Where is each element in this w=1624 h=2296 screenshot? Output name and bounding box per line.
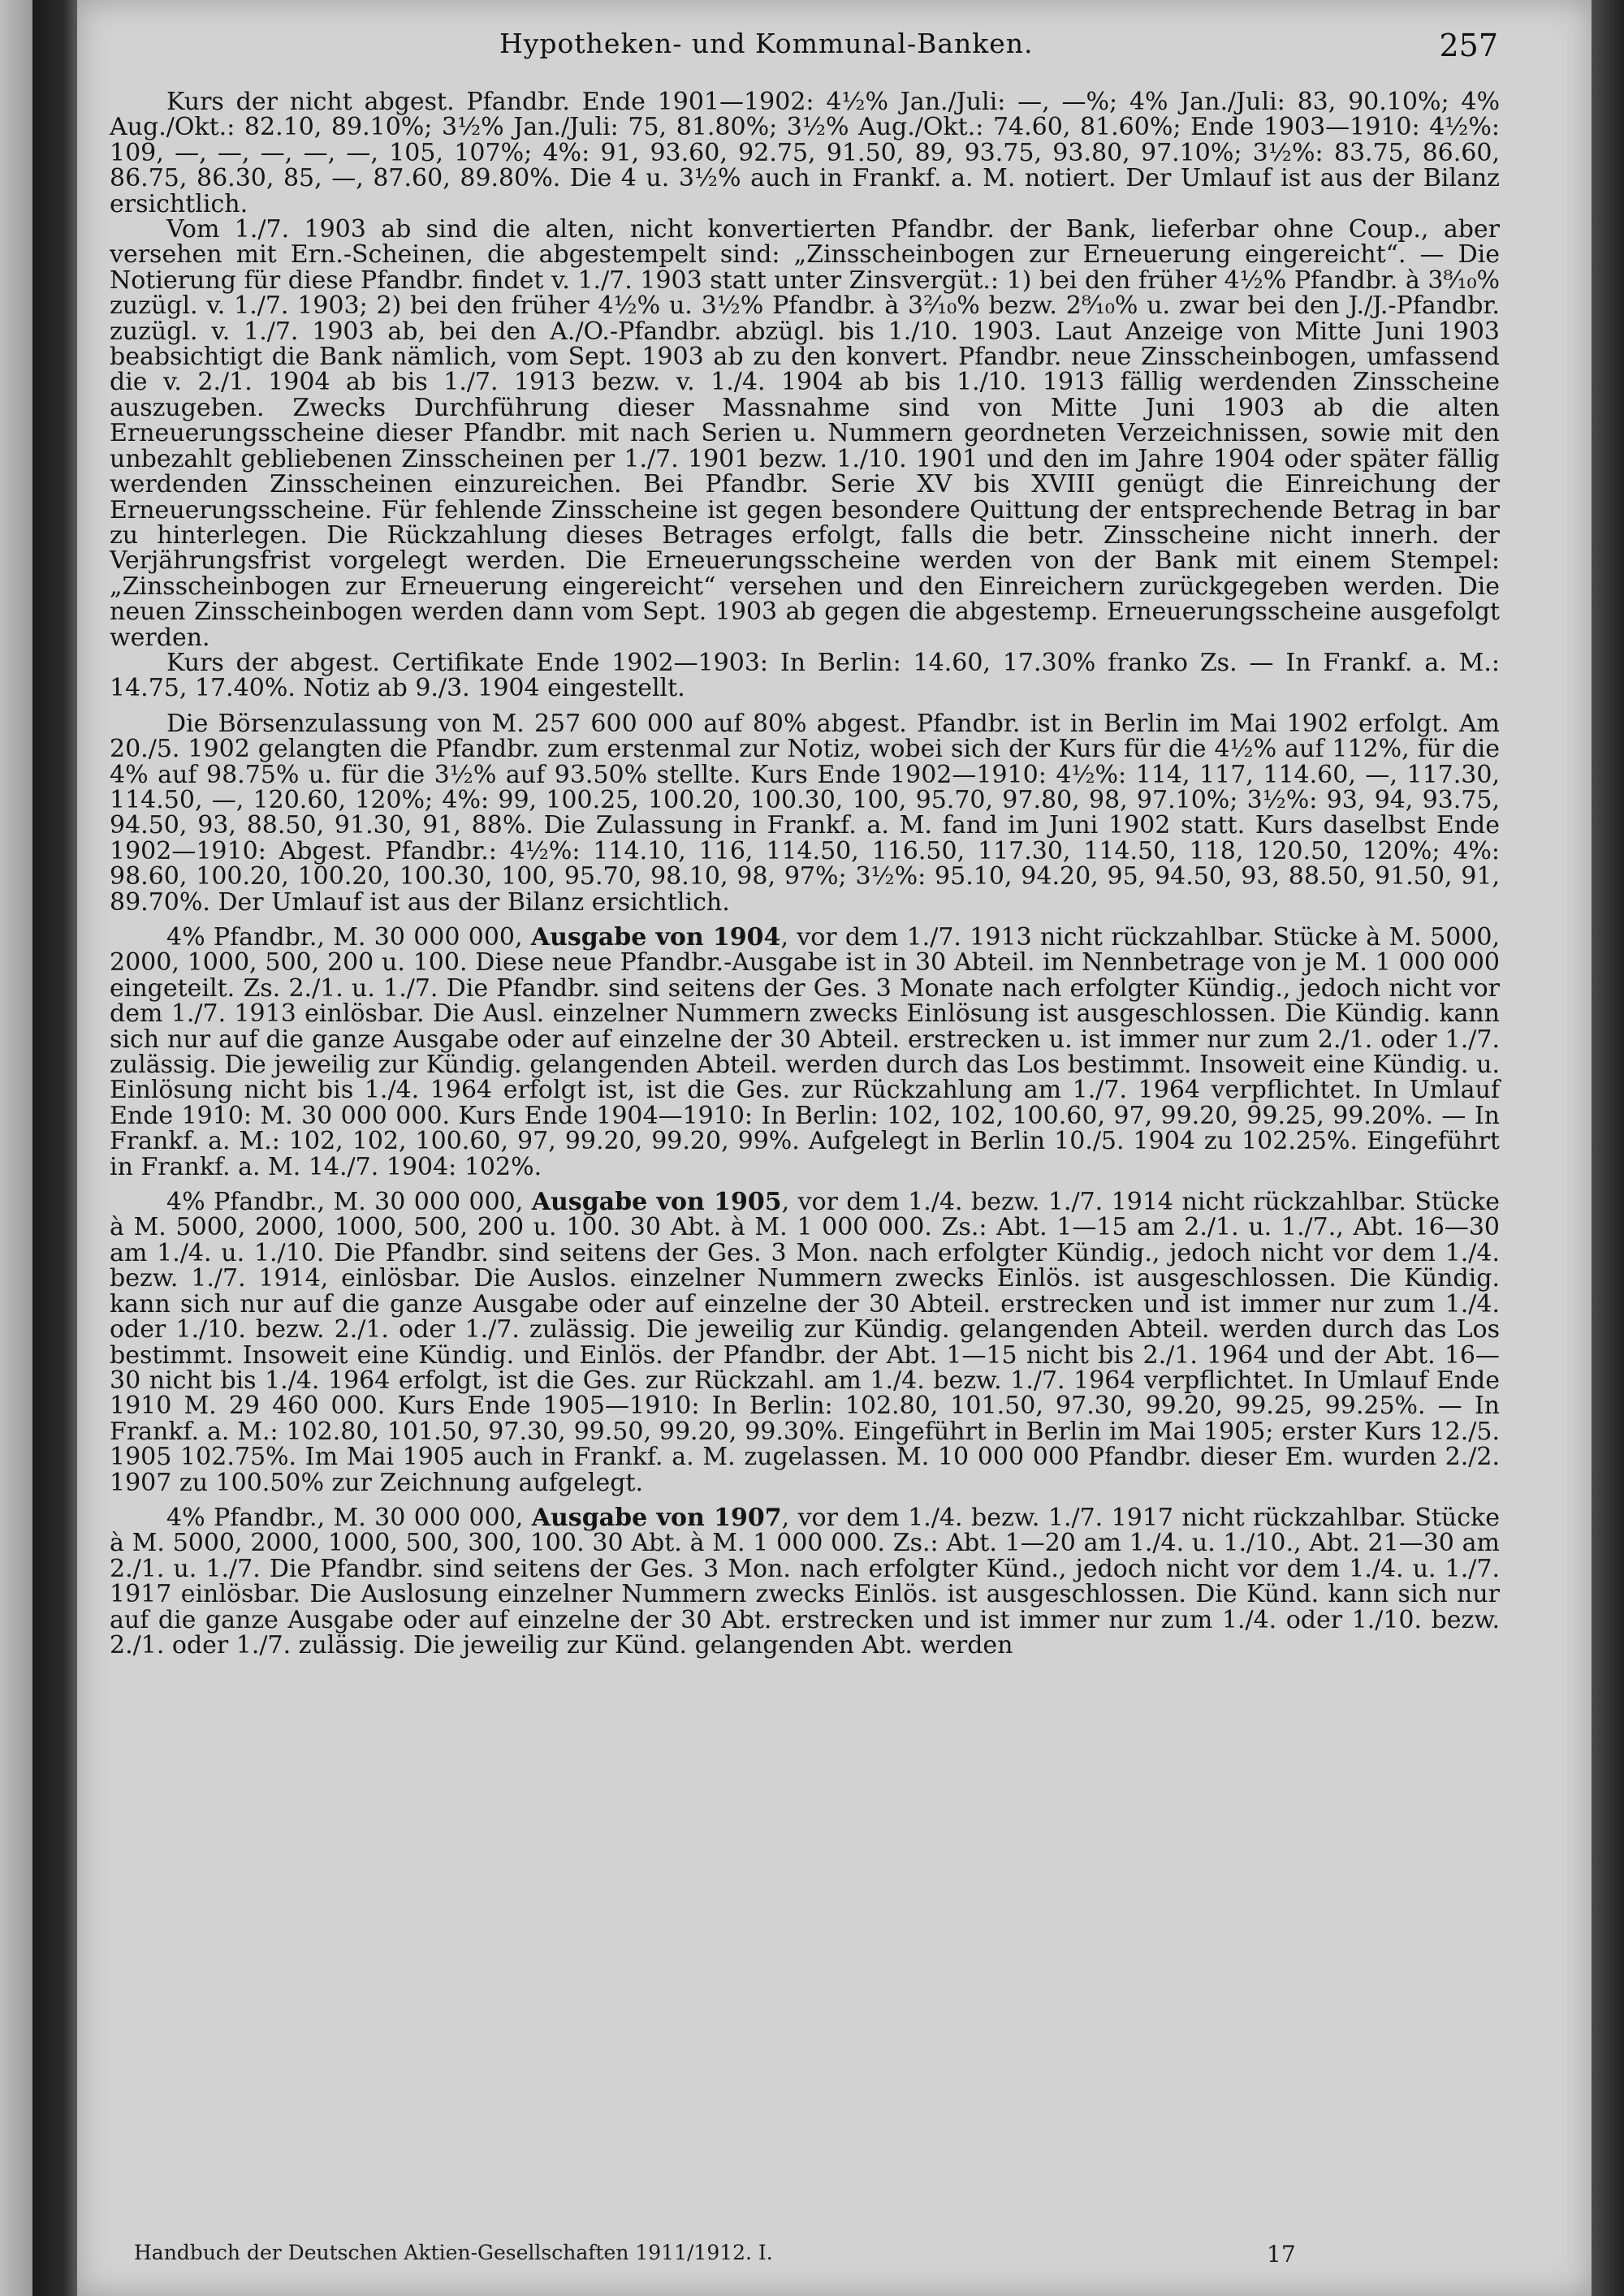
page-body — [110, 89, 1500, 1658]
paragraph-ausgabe-1907 — [110, 1505, 1500, 1658]
paragraph-boersenzulassung: Die Börsenzulassung von M. 257 600 000 auf 80% abgest. Pfandbr. ist in Berlin im Mai 1902 erfolgt. Am 20./5. 1902 gelangten die Pfandbr. zum erstenmal zur Notiz, wobei sich der Kurs für die 4½% auf 112%, für die 4% auf 98.75% u. für die 3½% auf 93.50% stellte. Kurs Ende 1902—1910: 4½%: 114, 117, 114.60, —, 117.30, 114.50, —, 120.60, 120%; 4%: 99, 100.25, 100.20, 100.30, 100, 95.70, 97.80, 98, 97.10%; 3½%: 93, 94, 93.75, 94.50, 93, 88.50, 91.30, 91, 88%. Die Zulassung in Frankf. a. M. fand im Juni 1902 statt. Kurs daselbst Ende 1902—1910: Abgest. Pfandbr.: 4½%: 114.10, 116, 114.50, 116.50, 117.30, 114.50, 118, 120.50, 120%; 4%: 98.60, 100.20, 100.20, 100.30, 100, 95.70, 98.10, 98, 97%; 3½%: 95.10, 94.20, 95, 94.50, 93, 88.50, 91.50, 91, 89.70%. Der Umlauf ist aus der Bilanz ersichtlich. — [110, 709, 1500, 917]
issue-text: , vor dem 1./7. 1913 nicht rückzahlbar. Stücke à M. 5000, 2000, 1000, 500, 200 u. 100. Diese neue Pfandbr.-Ausgabe ist in 30 Abteil. im Nennbetrage von je M. 1 000 000 eingeteilt. Zs. 2./1. u. 1./7. Die Pfandbr. sind seitens der Ges. 3 Monate nach erfolgter Kündig., jedoch nicht vor dem 1./7. 1913 einlösbar. Die Ausl. einzelner Nummern zwecks Einlösung ist ausgeschlossen. Die Kündig. kann sich nur auf die ganze Ausgabe oder auf einzelne der 30 Abteil. erstrecken u. ist immer nur zum 2./1. oder 1./7. zulässig. Die jeweilig zur Kündig. gelangenden Abteil. werden durch das Los bestimmt. Insoweit eine Kündig. u. Einlösung nicht bis 1./4. 1964 erfolgt ist, ist die Ges. zur Rückzahlung am 1./7. 1964 verpflichtet. In Umlauf Ende 1910: M. 30 000 000. Kurs Ende 1904—1910: In Berlin: 102, 102, 100.60, 97, 99.20, 99.25, 99.20%. — In Frankf. a. M.: 102, 102, 100.60, 97, 99.20, 99.20, 99%. Aufgelegt in Berlin 10./5. 1904 zu 102.25%. Eingeführt in Frankf. a. M. 14./7. 1904: 102%. — [110, 923, 1501, 1181]
scan-right-edge — [1592, 0, 1624, 2296]
issue-heading-1904: Ausgabe von 1904 — [530, 923, 781, 952]
issue-text: , vor dem 1./4. bezw. 1./7. 1917 nicht rückzahlbar. Stücke à M. 5000, 2000, 1000, 500, 300, 100. 30 Abt. à M. 1 000 000. Zs.: Abt. 1—20 am 1./4. u. 1./10., Abt. 21—30 am 2./1. u. 1./7. Die Pfandbr. sind seitens der Ges. 3 Mon. nach erfolgter Künd., jedoch nicht vor dem 1./4. u. 1./7. 1917 einlösbar. Die Auslosung einzelner Nummern zwecks Einlös. ist ausgeschlossen. Die Künd. kann sich nur auf die ganze Ausgabe oder auf einzelne der 30 Abt. erstrecken und ist immer nur zum 1./4. oder 1./10. bezw. 2./1. oder 1./7. zulässig. Die jeweilig zur Künd. gelangenden Abt. werden — [110, 1503, 1500, 1659]
page-number: 257 — [1439, 28, 1498, 63]
book-page — [77, 0, 1592, 2296]
page-header — [77, 28, 1592, 68]
paragraph-certifikate: Kurs der abgest. Certifikate Ende 1902—1903: In Berlin: 14.60, 17.30% franko Zs. — In Frankf. a. M.: 14.75, 17.40%. Notiz ab 9./3. 1904 eingestellt. — [110, 648, 1500, 703]
paragraph-konvertierte-pfandbriefe: Vom 1./7. 1903 ab sind die alten, nicht konvertierten Pfandbr. der Bank, lieferbar ohne Coup., aber versehen mit Ern.-Scheinen, die abgestempelt sind: „Zinsscheinbogen zur Erneuerung eingereicht“. — Die Notierung für diese Pfandbr. findet v. 1./7. 1903 statt unter Zinsvergüt.: 1) bei den früher 4½% Pfandbr. à 3⁸⁄₁₀% zuzügl. v. 1./7. 1903; 2) bei den früher 4½% u. 3½% Pfandbr. à 3²⁄₁₀% bezw. 2⁸⁄₁₀% u. zwar bei den J./J.-Pfandbr. zuzügl. v. 1./7. 1903 ab, bei den A./O.-Pfandbr. abzügl. bis 1./10. 1903. Laut Anzeige von Mitte Juni 1903 beabsichtigt die Bank nämlich, vom Sept. 1903 ab zu den konvert. Pfandbr. neue Zinsscheinbogen, umfassend die v. 2./1. 1904 ab bis 1./7. 1913 bezw. v. 1./4. 1904 ab bis 1./10. 1913 fällig werdenden Zinsscheine auszugeben. Zwecks Durchführung dieser Massnahme sind von Mitte Juni 1903 ab die alten Erneuerungsscheine dieser Pfandbr. mit nach Serien u. Nummern geordneten Verzeichnissen, sowie mit den unbezahlt gebliebenen Zinsscheinen per 1./7. 1901 bezw. 1./10. 1901 und den im Jahre 1904 oder später fällig werdenden Zinsscheinen einzureichen. Bei Pfandbr. Serie XV bis XVIII genügt die Einreichung der Erneuerungsscheine. Für fehlende Zinsscheine ist gegen besondere Quittung der entsprechende Betrag in bar zu hinterlegen. Die Rückzahlung dieses Betrages erfolgt, falls die betr. Zinsscheine nicht innerh. der Verjährungsfrist vorgelegt werden. Die Erneuerungsscheine werden von der Bank mit einem Stempel: „Zinsscheinbogen zur Erneuerung eingereicht“ versehen und den Einreichern zurückgegeben werden. Die neuen Zinsscheinbogen werden dann vom Sept. 1903 ab gegen die abgestemp. Erneuerungsscheine ausgefolgt werden. — [110, 215, 1500, 652]
issue-lead: 4% Pfandbr., M. 30 000 000, — [166, 1188, 532, 1217]
paragraph-ausgabe-1905 — [110, 1189, 1500, 1495]
issue-heading-1905: Ausgabe von 1905 — [531, 1188, 782, 1217]
issue-lead: 4% Pfandbr., M. 30 000 000, — [166, 1503, 532, 1532]
signature-mark: 17 — [1267, 2241, 1296, 2268]
issue-text: , vor dem 1./4. bezw. 1./7. 1914 nicht rückzahlbar. Stücke à M. 5000, 2000, 1000, 500, 200 u. 100. 30 Abt. à M. 1 000 000. Zs.: Abt. 1—15 am 2./1. u. 1./7., Abt. 16—30 am 1./4. u. 1./10. Die Pfandbr. sind seitens der Ges. 3 Mon. nach erfolgter Kündig., jedoch nicht vor dem 1./4. bezw. 1./7. 1914, einlösbar. Die Auslos. einzelner Nummern zwecks Einlös. ist ausgeschlossen. Die Kündig. kann sich nur auf die ganze Ausgabe oder auf einzelne der 30 Abteil. erstrecken und ist immer nur zum 1./4. oder 1./10. bezw. 2./1. oder 1./7. zulässig. Die jeweilig zur Kündig. gelangenden Abteil. werden durch das Los bestimmt. Insoweit eine Kündig. und Einlös. der Pfandbr. der Abt. 1—15 nicht bis 2./1. 1964 und der Abt. 16—30 nicht bis 1./4. 1964 erfolgt, ist die Ges. zur Rückzahl. am 1./4. bezw. 1./7. 1964 verpflichtet. In Umlauf Ende 1910 M. 29 460 000. Kurs Ende 1905—1910: In Berlin: 102.80, 101.50, 97.30, 99.20, 99.25, 99.25%. — In Frankf. a. M.: 102.80, 101.50, 97.30, 99.50, 99.20, 99.30%. Eingeführt in Berlin im Mai 1905; erster Kurs 12./5. 1905 102.75%. Im Mai 1905 auch in Frankf. a. M. zugelassen. M. 10 000 000 Pfandbr. dieser Em. wurden 2./2. 1907 zu 100.50% zur Zeichnung aufgelegt. — [110, 1188, 1500, 1497]
running-title: Hypotheken- und Kommunal-Banken. — [499, 28, 1034, 59]
page-footer — [134, 2241, 1514, 2273]
paragraph-kurs-nicht-abgest: Kurs der nicht abgest. Pfandbr. Ende 1901—1902: 4½% Jan./Juli: —, —%; 4% Jan./Juli: 83, 90.10%; 4% Aug./Okt.: 82.10, 89.10%; 3½% Jan./Juli: 75, 81.80%; 3½% Aug./Okt.: 74.60, 81.60%; Ende 1903—1910: 4½%: 109, —, —, —, —, —, 105, 107%; 4%: 91, 93.60, 92.75, 91.50, 89, 93.75, 93.80, 97.10%; 3½%: 83.75, 86.60, 86.75, 86.30, 85, —, 87.60, 89.80%. Die 4 u. 3½% auch in Frankf. a. M. notiert. Der Umlauf ist aus der Bilanz ersichtlich. — [110, 88, 1500, 218]
scan-left-edge — [0, 0, 32, 2296]
book-binding-shadow — [32, 0, 77, 2296]
issue-lead: 4% Pfandbr., M. 30 000 000, — [166, 923, 531, 952]
footer-book-title: Handbuch der Deutschen Aktien-Gesellschaften 1911/1912. I. — [134, 2241, 773, 2264]
issue-heading-1907: Ausgabe von 1907 — [531, 1503, 782, 1532]
paragraph-ausgabe-1904 — [110, 925, 1500, 1180]
